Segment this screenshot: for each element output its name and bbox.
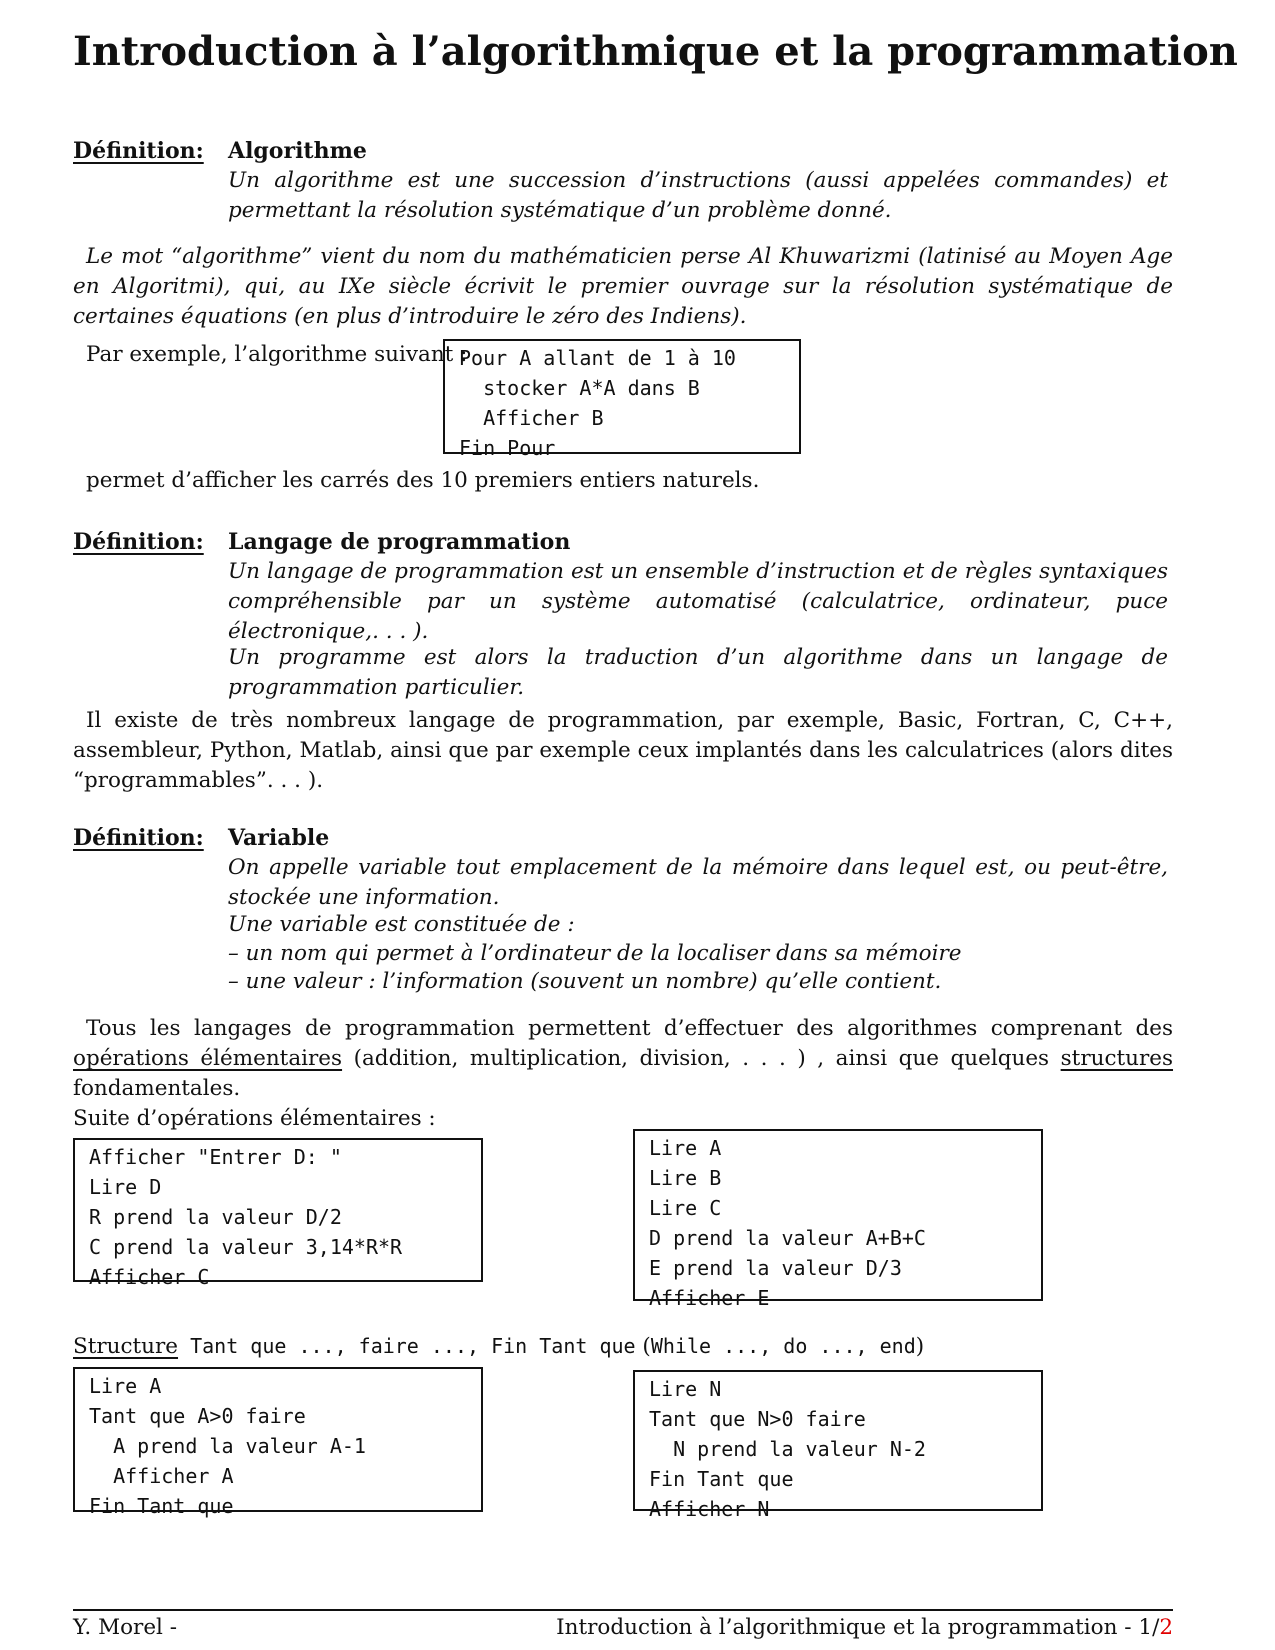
definition-label: Définition: — [73, 529, 204, 555]
code-line: Pour A allant de 1 à 10 — [459, 346, 736, 370]
code-line: D prend la valeur A+B+C — [649, 1226, 926, 1250]
footer-page-info — [556, 1613, 1173, 1643]
definition-title: Langage de programmation — [228, 529, 571, 555]
code-line: Tant que A>0 faire — [89, 1404, 306, 1428]
code-line: Tant que N>0 faire — [649, 1407, 866, 1431]
code-line: Fin Tant que — [649, 1467, 794, 1491]
code-line: Afficher E — [649, 1286, 770, 1310]
definition-label: Définition: — [73, 825, 204, 851]
page-total-link[interactable]: 2 — [1159, 1615, 1173, 1640]
code-line: Afficher A — [89, 1464, 234, 1488]
code-line: Lire D — [89, 1175, 162, 1199]
text-run: ) — [915, 1334, 925, 1359]
page — [73, 0, 1238, 1650]
code-inline: Tant que ..., faire ..., Fin Tant que — [178, 1334, 636, 1358]
code-line: Fin Tant que — [89, 1494, 234, 1518]
sequence-code-box-1 — [73, 1138, 483, 1289]
code-line: Lire A — [89, 1374, 162, 1398]
example-after: permet d’afficher les carrés des 10 premiers entiers naturels. — [86, 468, 760, 493]
code-line: Lire B — [649, 1166, 722, 1190]
code-line: Lire N — [649, 1377, 722, 1401]
definition-body: Un langage de programmation est un ensemble d’instruction et de règles syntaxiques compréhensible par un système automatisé (calculatrice, ordinateur, puce électronique,. . . ). — [228, 559, 1168, 644]
text-run: ( — [635, 1334, 651, 1359]
definition-body: Un algorithme est une succession d’instructions (aussi appelées commandes) et permettant la résolution systématique d’un problème donné. — [228, 168, 1168, 223]
structure-code-box-1 — [73, 1367, 483, 1518]
example-intro: Par exemple, l’algorithme suivant : — [86, 342, 468, 367]
example-code-box — [443, 339, 801, 460]
text-run: fondamentales. — [73, 1076, 241, 1101]
code-line: N prend la valeur N-2 — [649, 1437, 926, 1461]
paragraph-operations — [73, 1014, 1173, 1104]
code-line: Afficher "Entrer D: " — [89, 1145, 342, 1169]
code-line: E prend la valeur D/3 — [649, 1256, 902, 1280]
definition-label: Définition: — [73, 138, 204, 164]
code-line: Afficher C — [89, 1265, 210, 1289]
page-title: Introduction à l’algorithmique et la programmation — [73, 28, 1238, 75]
list-item: – un nom qui permet à l’ordinateur de la localiser dans sa mémoire — [228, 941, 962, 966]
structure-label — [73, 1331, 924, 1362]
definition-title: Variable — [228, 825, 330, 851]
sequence-label: Suite d’opérations élémentaires : — [73, 1106, 436, 1131]
sequence-code-box-2 — [633, 1129, 1043, 1310]
footer-author: Y. Morel - — [73, 1615, 178, 1640]
structure-code-box-2 — [633, 1370, 1043, 1521]
code-inline: While ..., do ..., end — [650, 1334, 916, 1358]
underlined-term: Structure — [73, 1334, 179, 1359]
paragraph-origin: Le mot “algorithme” vient du nom du mathématicien perse Al Khuwarizmi (latinisé au Moyen Age en Algoritmi), qui, au IXe siècle écrivit le premier ouvrage sur la résolution systématique de certaines équations (en plus d’introduire le zéro des Indiens). — [73, 244, 1173, 329]
code-line: Afficher N — [649, 1497, 770, 1521]
code-line: R prend la valeur D/2 — [89, 1205, 342, 1229]
footer-title: Introduction à l’algorithmique et la programmation - 1/ — [556, 1615, 1160, 1640]
definition-body: Un programme est alors la traduction d’un algorithme dans un langage de programmation particulier. — [228, 645, 1168, 700]
code-line: A prend la valeur A-1 — [89, 1434, 366, 1458]
text-run: (addition, multiplication, division, . . . ) , ainsi que quelques — [342, 1046, 1061, 1071]
list-item: – une valeur : l’information (souvent un nombre) qu’elle contient. — [228, 969, 942, 994]
code-line: C prend la valeur 3,14*R*R — [89, 1235, 403, 1259]
code-line: Lire A — [649, 1136, 722, 1160]
code-line: Fin Pour — [459, 436, 556, 460]
definition-title: Algorithme — [228, 138, 367, 164]
underlined-term: opérations élémentaires — [73, 1046, 343, 1071]
footer-rule — [73, 1609, 1173, 1611]
text-run: Tous les langages de programmation permettent d’effectuer des algorithmes comprenant des — [86, 1016, 1173, 1041]
code-line: Afficher B — [459, 406, 604, 430]
code-line: Lire C — [649, 1196, 722, 1220]
paragraph-languages: Il existe de très nombreux langage de programmation, par exemple, Basic, Fortran, C, C++, assembleur, Python, Matlab, ainsi que par exemple ceux implantés dans les calculatrices (alors dites “programmables”. . . ). — [73, 708, 1173, 793]
definition-body: Une variable est constituée de : — [228, 912, 575, 937]
definition-body: On appelle variable tout emplacement de la mémoire dans lequel est, ou peut-être, stockée une information. — [228, 855, 1168, 910]
underlined-term: structures — [1060, 1046, 1174, 1071]
code-line: stocker A*A dans B — [459, 376, 700, 400]
